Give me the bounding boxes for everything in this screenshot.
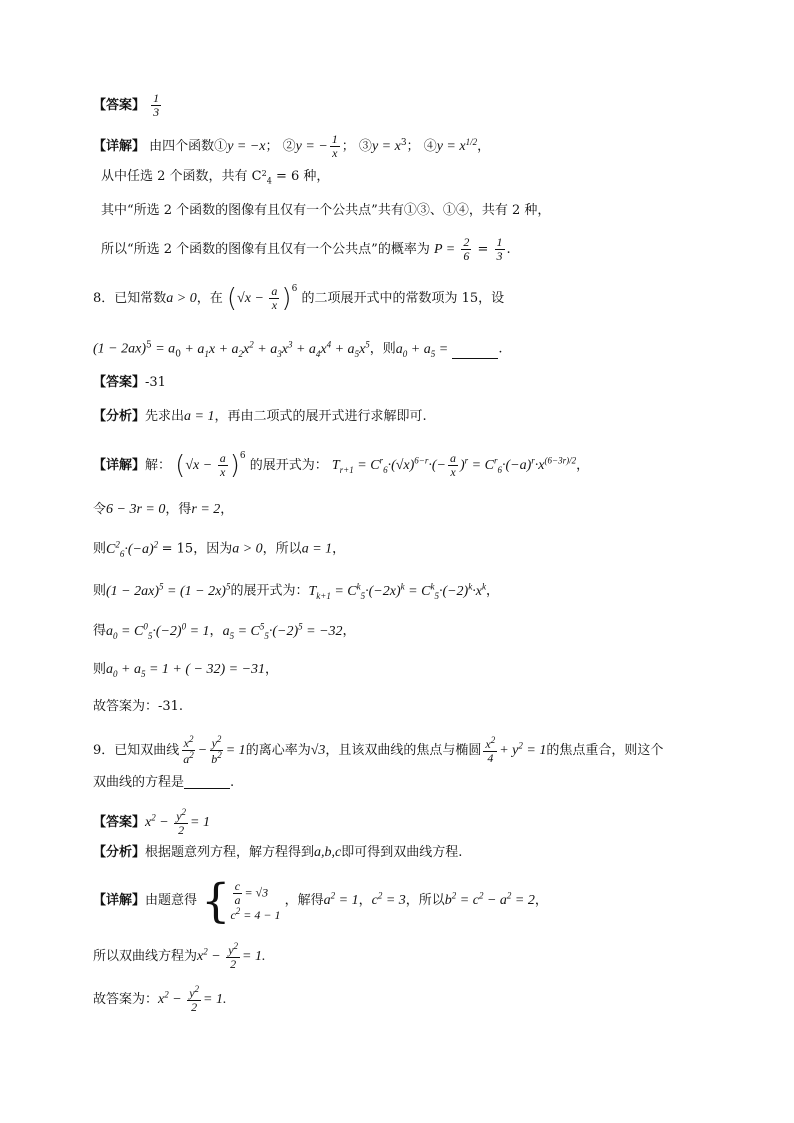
q8-detail-line: 【详解】解： (√x − $\frac{a}{x}$ )$^6$ 的展开式为： $T_{r+1} = C^r_6\cdot(√x)^{6-r}\cdot(-$ $\frac{a}{x}$ )$^r = C^r_6\cdot(-a)^r\cdot x^{(6-3r)/2}$， [93,450,590,481]
answer-blank[interactable] [452,346,498,359]
q8-stem-line2: $(1 - 2ax)^5 = a_0 + a_1x + a_2x^2 + a_3x^3 + a_4x^4 + a_5x^5$，则$a_0 + a_5$ = . [93,339,503,360]
q8-get-line: 得$a_0 = C^0_5\cdot(-2)^0 = 1$，$a_5 = C^5_5\cdot(-2)^5 = -32$， [93,621,356,641]
q7-detail-line: 【详解】 由四个函数①y = −x； ②y = − $\frac{1}{x}$ ； ③y = $x^3$； ④y = $x^{1/2}$， [93,132,491,161]
q8-final-line: 故答案为：-31. [93,699,184,714]
answer-label: 【答案】 [93,98,146,114]
answer-fraction: $\frac{1}{3}$ [153,91,160,120]
q9-detail-line: 【详解】由题意得 { $\frac{c}{a}$ = √3 $c^2 = 4 - 1$ ，解得$a^2 = 1$，$c^2 = 3$，所以$b^2 = c^2 - a^2 = 2$， [93,873,548,928]
q9-stem-line1: 9．已知双曲线 $\frac{x^2}{a^2}$ − $\frac{y^2}{b^2}$ = 1的离心率为√3，且该双曲线的焦点与椭圆 $\frac{x^2}{4}$ + $y^2 = 1$的焦点重合，则这个 [93,734,664,767]
q8-answer-line: 【答案】-31 [93,375,166,390]
q7-line4: 所以“所选 2 个函数的图像有且仅有一个公共点”的概率为 P = $\frac{2}{6}$ = $\frac{1}{3}$ . [101,235,511,264]
q9-stem-line2: 双曲线的方程是 . [93,775,235,790]
answer-blank-2[interactable] [184,776,230,789]
q8-sum-line: 则$a_0 + a_5 = 1$ + ( − 32) = −31， [93,662,279,679]
q9-analysis-line: 【分析】根据题意列方程，解方程得到a,b,c即可得到双曲线方程. [93,845,463,860]
q8-analysis-line: 【分析】先求出a = 1，再由二项式的展开式进行求解即可. [93,409,427,424]
q8-then1-line: 则$C^2_6\cdot(-a)^2 = 15$，因为a > 0，所以a = 1， [93,539,346,559]
q8-then2-line: 则$(1 - 2ax)^5 = (1 - 2x)^5$的展开式为：$T_{k+1} = C^k_5\cdot(-2x)^k = C^k_5\cdot(-2)^k\cdot x^k$， [93,581,499,601]
q9-so-line: 所以双曲线方程为$x^2$ − $\frac{y^2}{2}$ = 1. [93,941,266,972]
q9-final-line: 故答案为：$x^2$ − $\frac{y^2}{2}$ = 1. [93,984,227,1015]
q8-stem-line1: 8．已知常数a > 0，在 (√x − $\frac{a}{x}$ )$^6$ 的二项展开式中的常数项为 15，设 [93,283,505,314]
q7-answer-line [93,92,163,119]
q8-let-line: 令6 − 3r = 0，得r = 2， [93,502,234,517]
q9-answer-line: 【答案】$x^2$ − $\frac{y^2}{2}$ = 1 [93,807,210,838]
q7-line2: 从中任选 2 个函数，共有 $C^2_4 = 6$ 种， [101,169,330,186]
q7-line3: 其中“所选 2 个函数的图像有且仅有一个公共点”共有①③、①④，共有 2 种， [101,203,551,218]
detail-label: 【详解】 [93,139,146,155]
